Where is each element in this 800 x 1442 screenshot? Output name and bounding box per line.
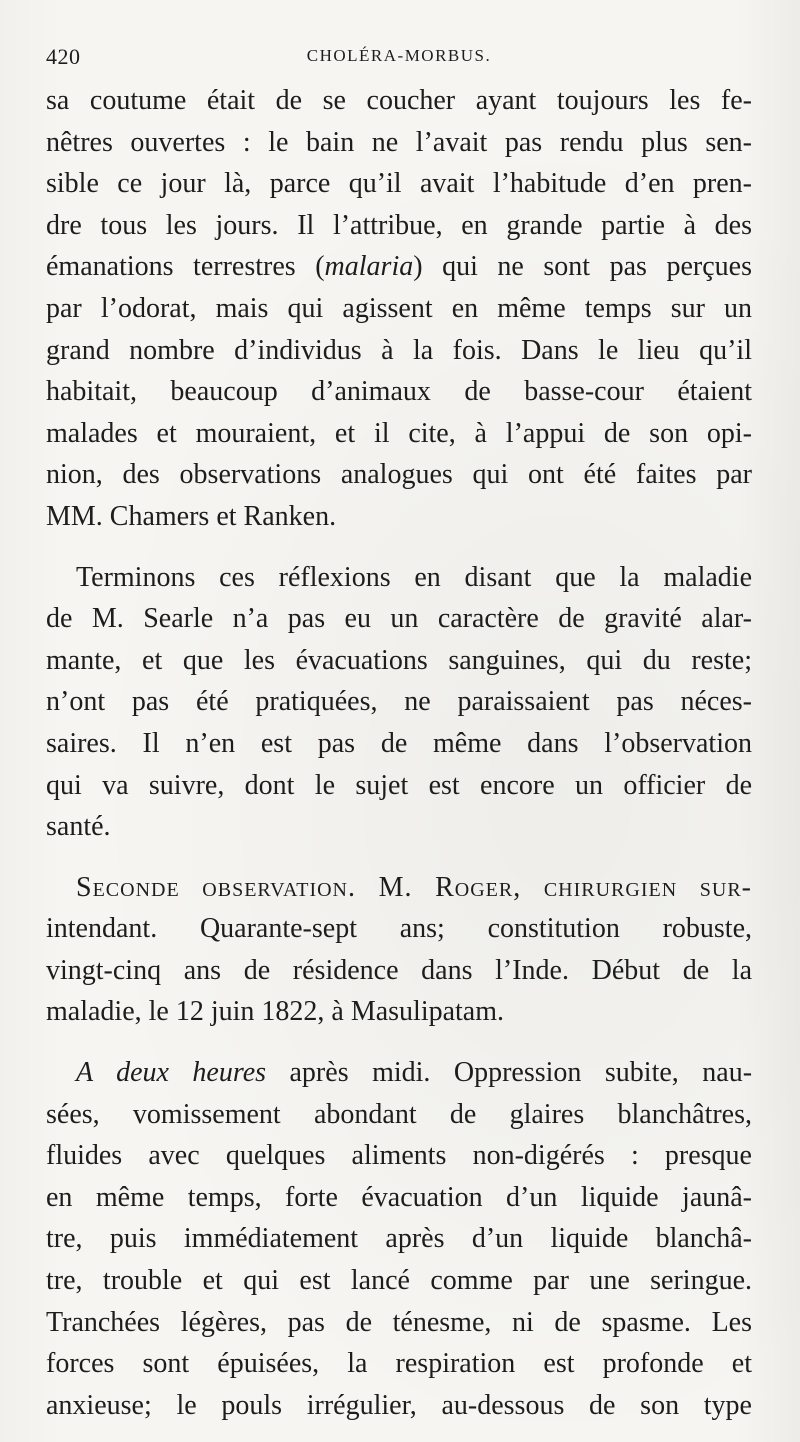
text-line: sa coutume était de se coucher ayant toujours les fe- [46,85,752,116]
text-line: habitait, beaucoup d’animaux de basse-cour étaient [46,376,752,408]
text-line: fluides avec quelques aliments non-digérés : presque [46,1140,752,1172]
text-line: MM. Chamers et Ranken. [46,500,337,532]
text-line: tre, puis immédiatement après d’un liquide blanchâ- [46,1223,752,1255]
text-line: qui va suivre, dont le sujet est encore un officier de [46,769,752,801]
text-line: sible ce jour là, parce qu’il avait l’habitude d’en pren- [46,168,752,200]
text-line: anxieuse; le pouls irrégulier, au-dessous de son type [46,1389,752,1421]
paragraph-2 [46,557,752,848]
italic-text: A deux heures [76,1057,267,1089]
text-line: émanations terrestres (malaria) qui ne sont pas perçues [46,251,752,283]
text-line: vingt-cinq ans de résidence dans l’Inde. Début de la [46,954,752,986]
text-line: en même temps, forte évacuation d’un liquide jaunâ- [46,1181,752,1213]
text-line: Tranchées légères, pas de ténesme, ni de spasme. Les [46,1306,752,1338]
text-line: de M. Searle n’a pas eu un caractère de gravité alar- [46,603,752,635]
text-line: n’ont pas été pratiquées, ne paraissaient pas néces- [46,686,752,718]
text-line: sées, vomissement abondant de glaires blanchâtres, [46,1098,752,1130]
text-line: Terminons ces réflexions en disant que la maladie [76,561,752,593]
text-line: intendant. Quarante-sept ans; constitution robuste, [46,913,752,945]
text-line: saires. Il n’en est pas de même dans l’observation [46,727,752,759]
paragraph-4 [46,1052,752,1426]
text-line: maladie, le 12 juin 1822, à Masulipatam. [46,996,505,1028]
paragraph-3 [46,867,752,1033]
text-line: dre tous les jours. Il l’attribue, en grande partie à des [46,209,752,241]
text-line: santé. [46,811,111,843]
text-line: nion, des observations analogues qui ont été faites par [46,459,752,491]
text-line: forces sont épuisées, la respiration est profonde et [46,1348,752,1380]
running-title: CHOLÉRA-MORBUS. [306,46,492,65]
text-line: nêtres ouvertes : le bain ne l’avait pas rendu plus sen- [46,126,752,158]
text-line [46,867,752,909]
observation-heading: Seconde observation. M. Roger, chirurgien sur- [76,871,752,903]
running-head [46,44,752,74]
page-number: 420 [46,44,81,69]
text-line: par l’odorat, mais qui agissent en même temps sur un [46,292,752,324]
paragraph-1 [46,80,752,538]
text-line: tre, trouble et qui est lancé comme par une seringue. [46,1265,752,1297]
text-line: mante, et que les évacuations sanguines, qui du reste; [46,644,752,676]
text-line: A deux heures après midi. Oppression subite, nau- [76,1057,753,1089]
text-line: grand nombre d’individus à la fois. Dans le lieu qu’il [46,334,752,366]
text-line: malades et mouraient, et il cite, à l’appui de son opi- [46,417,752,449]
italic-text: malaria [324,251,414,283]
